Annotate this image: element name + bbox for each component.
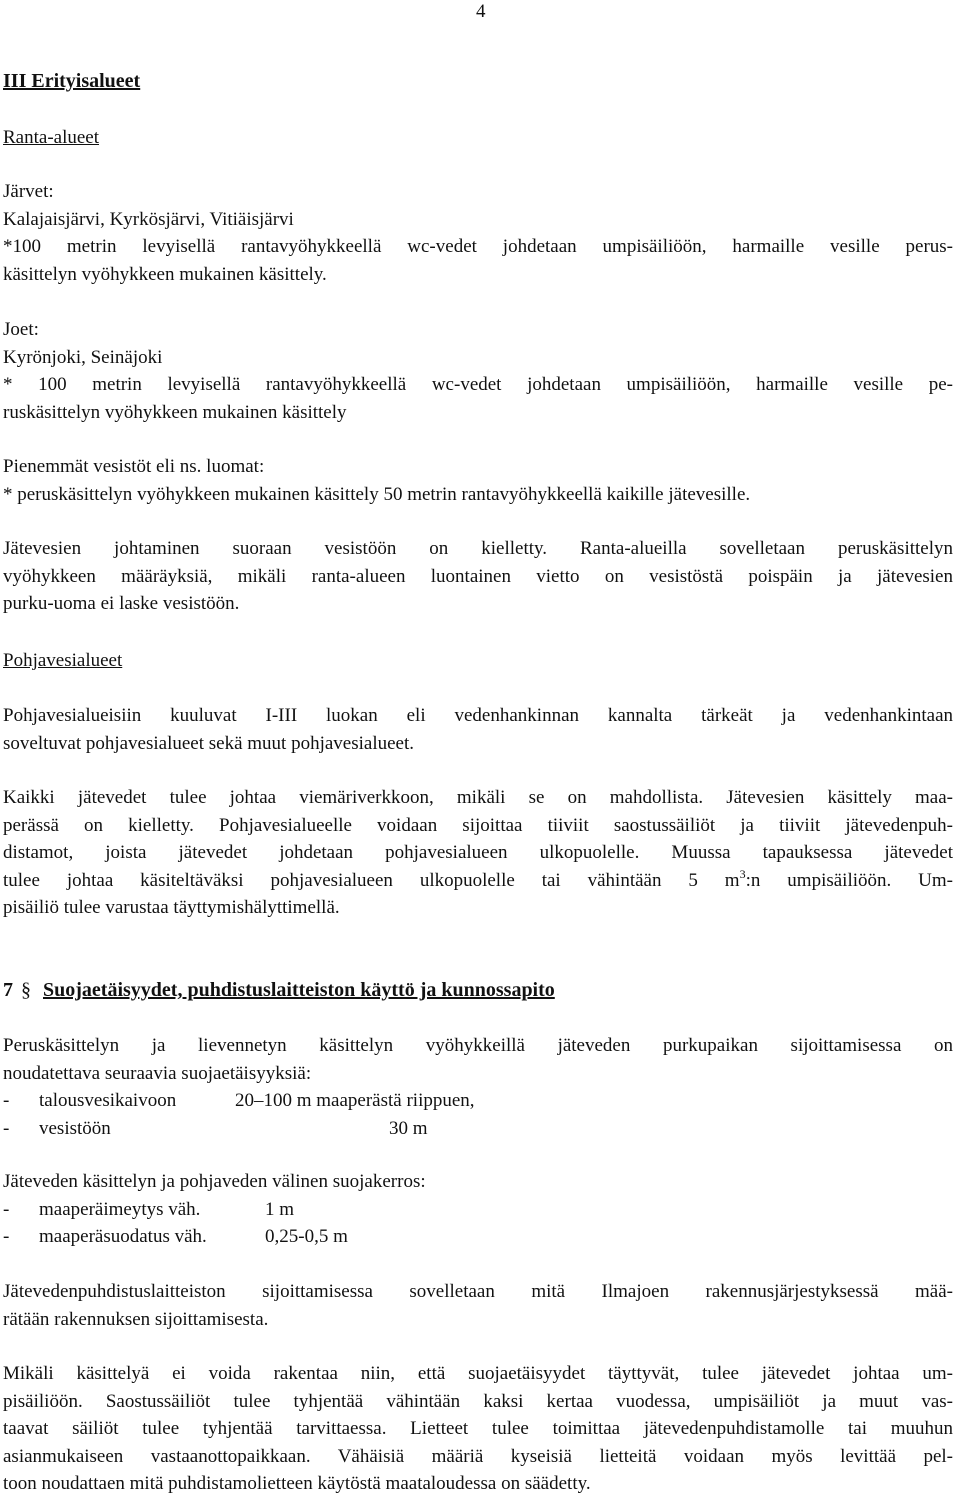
pohjavesi-p2-line-4-a: tulee johtaa käsiteltäväksi pohjavesialueen ulkopuolelle tai vähintään 5 m [3, 869, 740, 891]
ranta-alueet-title: Ranta-alueet [3, 127, 100, 148]
list-dash: - [3, 1090, 10, 1111]
joet-label: Joet: [3, 319, 39, 340]
pohjavesi-p2-line-1: Kaikki jätevedet tulee johtaa viemäriverkkoon, mikäli se on mahdollista. Jätevesien käsittely maa- [3, 787, 953, 808]
distance-row [3, 1115, 953, 1143]
pohjavesi-p1-line-1: Pohjavesialueisiin kuuluvat I-III luokan eli vedenhankinnan kannalta tärkeät ja vedenhankintaan [3, 705, 953, 726]
placement-paragraph [3, 1278, 953, 1333]
section-7-intro-line-1: Peruskäsittelyn ja lievennetyn käsittelyn vyöhykkeillä jäteveden purkupaikan sijoittamisessa on [3, 1035, 953, 1056]
final-line-2: pisäiliöön. Saostussäiliöt tulee tyhjentää vähintään kaksi kertaa vuodessa, umpisäiliöt ja muut vas- [3, 1390, 953, 1412]
layer-value: 1 m [265, 1198, 295, 1220]
page-number: 4 [476, 1, 486, 22]
layer-row [3, 1196, 953, 1224]
section-7-heading [3, 977, 953, 1005]
pienemmat-label: Pienemmät vesistöt eli ns. luomat: [3, 456, 265, 477]
distance-label: vesistöön [39, 1117, 111, 1139]
section-7-intro [3, 1032, 953, 1142]
placement-line-2: rätään rakennuksen sijoittamisesta. [3, 1308, 269, 1330]
pienemmat-block [3, 453, 953, 508]
final-paragraph [3, 1360, 953, 1498]
final-line-3: taavat säiliöt tulee tyhjentää tarvittaessa. Lietteet tulee toimittaa jätevedenpuhdistamolle tai muuhun [3, 1418, 953, 1439]
jarvet-rule-line-2: käsittelyn vyöhykkeen mukainen käsittely. [3, 263, 327, 285]
distance-label: talousvesikaivoon [39, 1090, 177, 1111]
jarvet-names: Kalajaisjärvi, Kyrkösjärvi, Vitiäisjärvi [3, 208, 294, 230]
pohjavesi-p2-line-2: perässä on kielletty. Pohjavesialueelle voidaan sijoittaa tiiviit saostussäiliöt ja tiiviit jätevedenpuh- [3, 814, 953, 836]
jarvet-label: Järvet: [3, 181, 54, 202]
distance-row [3, 1087, 953, 1115]
paragraph-sign: § [21, 979, 31, 1001]
distance-value: 30 m [389, 1117, 428, 1139]
list-dash: - [3, 1198, 10, 1220]
pohjavesi-p2-line-3: distamot, joista jätevedet johdetaan pohjavesialueen ulkopuolelle. Muussa tapauksessa jätevedet [3, 842, 953, 863]
suojakerros-block [3, 1168, 953, 1251]
layer-label: maaperäimeytys väh. [39, 1198, 201, 1220]
jarvet-rule-line-1: *100 metrin levyisellä rantavyöhykkeellä wc-vedet johdetaan umpisäiliöön, harmaille vesille perus- [3, 236, 953, 257]
kielto-line-1: Jätevesien johtaminen suoraan vesistöön on kielletty. Ranta-alueilla sovelletaan peruskäsittelyn [3, 538, 953, 559]
distance-value: 20–100 m maaperästä riippuen, [235, 1090, 475, 1111]
heading-erityisalueet: III Erityisalueet [3, 70, 141, 92]
list-dash: - [3, 1117, 10, 1139]
pohjavesi-p2-line-4-b: :n umpisäiliöön. Um- [745, 869, 953, 891]
pohjavesialueet-title: Pohjavesialueet [3, 650, 123, 671]
pienemmat-rule: * peruskäsittelyn vyöhykkeen mukainen käsittely 50 metrin rantavyöhykkeellä kaikille jätevesille. [3, 483, 751, 505]
pohjavesi-p1-line-2: soveltuvat pohjavesialueet sekä muut pohjavesialueet. [3, 732, 415, 754]
pohjavesi-p2-line-5: pisäiliö tulee varustaa täyttymishälyttimellä. [3, 897, 340, 918]
jarvet-block [3, 178, 953, 288]
pohjavesi-p2-line-4 [3, 867, 953, 895]
layer-label: maaperäsuodatus väh. [39, 1226, 207, 1247]
section-7-intro-line-2: noudatettava seuraavia suojaetäisyyksiä: [3, 1062, 312, 1084]
layer-value: 0,25-0,5 m [265, 1226, 348, 1247]
pohjavesi-title-block [3, 647, 953, 675]
document-page [3, 0, 953, 1499]
joet-rule-line-1: * 100 metrin levyisellä rantavyöhykkeellä wc-vedet johdetaan umpisäiliöön, harmaille vesille pe- [3, 374, 953, 395]
suojakerros-label: Jäteveden käsittelyn ja pohjaveden välinen suojakerros: [3, 1171, 426, 1192]
final-line-1: Mikäli käsittelyä ei voida rakentaa niin, että suojaetäisyydet täyttyvät, tulee jätevedet johtaa um- [3, 1363, 953, 1384]
kielto-paragraph [3, 535, 953, 618]
ranta-title-block [3, 124, 953, 152]
final-line-4: asianmukaiseen vastaanottopaikkaan. Vähäisiä määriä kyseisiä lietteitä voidaan myös levittää pel- [3, 1445, 953, 1467]
section-7-number: 7 [3, 979, 13, 1001]
layer-row [3, 1223, 953, 1251]
kielto-line-2: vyöhykkeen määräyksiä, mikäli ranta-alueen luontainen vietto on vesistöstä poispäin ja jätevesien [3, 565, 953, 587]
cubic-superscript: 3 [739, 866, 746, 881]
section-heading [3, 68, 953, 96]
final-line-5: toon noudattaen mitä puhdistamolietteen käytöstä maataloudessa on säädetty. [3, 1473, 591, 1494]
joet-block [3, 316, 953, 426]
joet-rule-line-2: ruskäsittelyn vyöhykkeen mukainen käsittely [3, 401, 347, 423]
pohjavesi-paragraph-1 [3, 702, 953, 757]
kielto-line-3: purku-uoma ei laske vesistöön. [3, 593, 240, 614]
section-7-title: Suojaetäisyydet, puhdistuslaitteiston käyttö ja kunnossapito [43, 979, 555, 1001]
placement-line-1: Jätevedenpuhdistuslaitteiston sijoittamisessa sovelletaan mitä Ilmajoen rakennusjärjestyksessä mää- [3, 1281, 953, 1302]
list-dash: - [3, 1226, 10, 1247]
pohjavesi-paragraph-2 [3, 784, 953, 922]
joet-names: Kyrönjoki, Seinäjoki [3, 346, 163, 368]
